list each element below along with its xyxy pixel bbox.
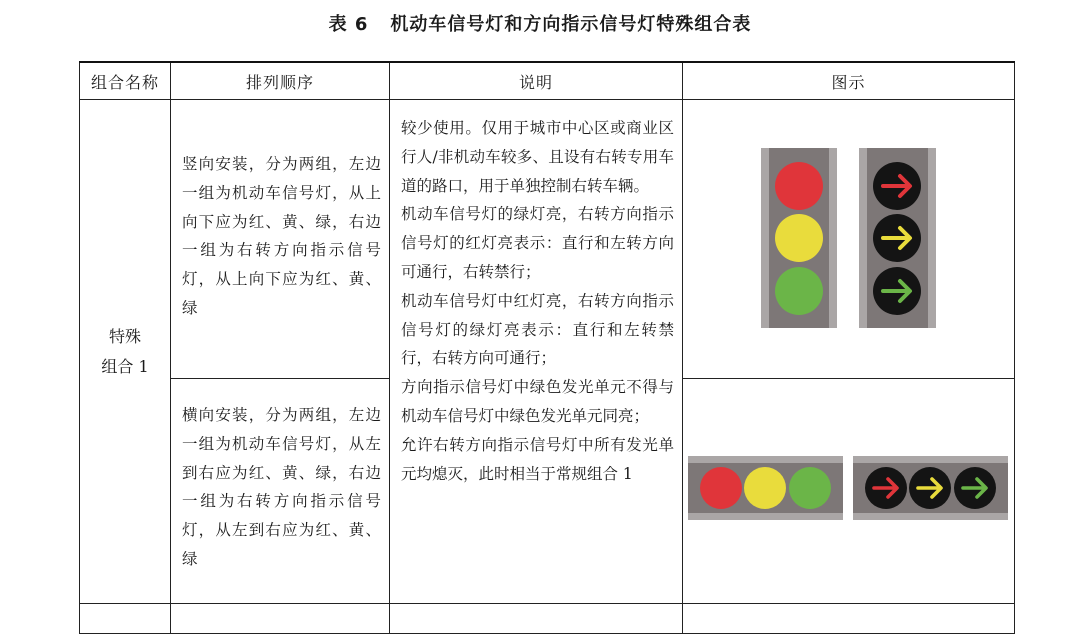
table-row <box>80 100 1015 379</box>
description-para-5: 允许右转方向指示信号灯中所有发光单元均熄灭，此时相当于常规组合 1 <box>401 435 674 483</box>
right-turn-signal-horizontal <box>853 456 1008 520</box>
right-turn-signal-vertical <box>859 148 936 328</box>
table-row-next <box>80 604 1015 634</box>
description-cell <box>390 100 683 604</box>
illustration-vertical-cell <box>683 100 1015 379</box>
table-number: 表 6 <box>328 14 369 35</box>
arrangement-horizontal: 横向安装，分为两组，左边一组为机动车信号灯，从左到右应为红、黄、绿，右边一组为右转方向指示信号灯，从左到右应为红、黄、绿 <box>171 379 390 604</box>
red-lamp <box>775 162 823 210</box>
header-row <box>80 62 1015 100</box>
table-title <box>0 10 1080 36</box>
description-para-1: 较少使用。仅用于城市中心区或商业区行人/非机动车较多、且设有右转专用车道的路口，用于单独控制右转车辆。 <box>401 119 674 195</box>
description-para-4: 方向指示信号灯中绿色发光单元不得与机动车信号灯中绿色发光单元同亮； <box>401 378 674 425</box>
combination-name-line1: 特殊 <box>108 326 141 346</box>
signal-combination-table <box>79 61 1015 634</box>
green-lamp <box>775 267 823 315</box>
header-arrangement: 排列顺序 <box>171 62 390 100</box>
vehicle-signal-vertical <box>761 148 837 328</box>
vertical-signal-illustration <box>683 100 1015 374</box>
combination-name-cell <box>80 100 171 604</box>
combination-name-line2: 组合 1 <box>101 356 149 376</box>
yellow-lamp <box>744 467 786 509</box>
description-para-2: 机动车信号灯的绿灯亮，右转方向指示信号灯的红灯亮表示：直行和左转方向可通行，右转禁行； <box>401 205 674 281</box>
green-lamp <box>789 467 831 509</box>
description-para-3: 机动车信号灯中红灯亮，右转方向指示信号灯的绿灯亮表示：直行和左转禁行，右转方向可通行； <box>401 291 674 368</box>
horizontal-signal-illustration <box>683 379 1015 599</box>
vehicle-signal-horizontal <box>688 456 843 520</box>
illustration-horizontal-cell <box>683 379 1015 604</box>
table-name: 机动车信号灯和方向指示信号灯特殊组合表 <box>390 14 752 35</box>
header-description: 说明 <box>390 62 683 100</box>
red-lamp <box>700 467 742 509</box>
yellow-lamp <box>775 214 823 262</box>
header-combination-name: 组合名称 <box>80 62 171 100</box>
arrangement-vertical: 竖向安装，分为两组，左边一组为机动车信号灯，从上向下应为红、黄、绿，右边一组为右转方向指示信号灯，从上向下应为红、黄、绿 <box>171 100 390 379</box>
header-illustration: 图示 <box>683 62 1015 100</box>
